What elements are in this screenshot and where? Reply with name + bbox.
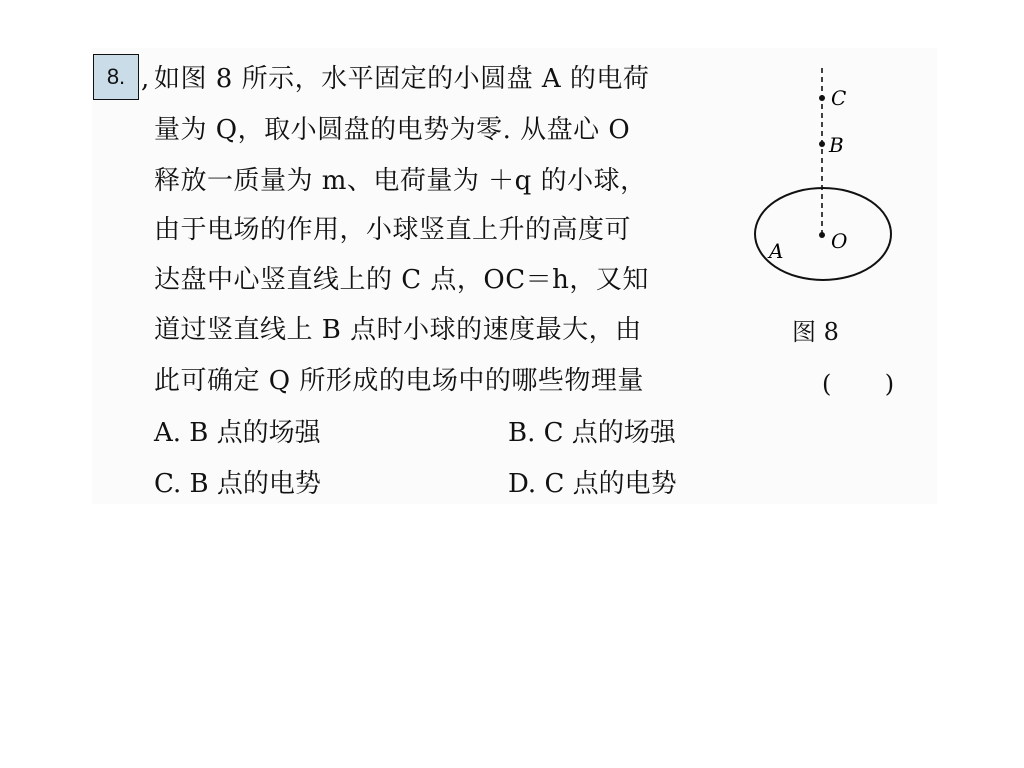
option-d: D. C 点的电势 xyxy=(508,469,677,499)
label-b: B xyxy=(829,133,844,157)
option-b: B. C 点的场强 xyxy=(508,418,676,448)
answer-blank: ( ) xyxy=(822,370,895,398)
question-line-6: 道过竖直线上 B 点时小球的速度最大，由 xyxy=(154,315,642,345)
question-line-1: 如图 8 所示，水平固定的小圆盘 A 的电荷 xyxy=(154,64,650,94)
option-a: A. B 点的场强 xyxy=(154,418,321,448)
figure-caption: 图 8 xyxy=(792,318,839,346)
point-b-dot xyxy=(819,141,825,147)
point-c-dot xyxy=(819,95,825,101)
question-line-2: 量为 Q，取小圆盘的电势为零. 从盘心 O xyxy=(154,115,631,145)
label-c: C xyxy=(831,86,847,110)
question-line-7: 此可确定 Q 所形成的电场中的哪些物理量 xyxy=(154,366,644,396)
question-line-5: 达盘中心竖直线上的 C 点，OC＝h，又知 xyxy=(154,265,649,295)
figure-8-diagram xyxy=(745,60,905,300)
question-number-badge: 8. xyxy=(93,54,139,100)
question-line-4: 由于电场的作用，小球竖直上升的高度可 xyxy=(154,215,632,245)
label-o: O xyxy=(831,229,848,253)
point-o-dot xyxy=(819,232,825,238)
option-c: C. B 点的电势 xyxy=(154,469,321,499)
label-a: A xyxy=(769,239,784,263)
question-lead-mark: , xyxy=(141,64,150,94)
question-line-3: 释放一质量为 m、电荷量为 ＋q 的小球， xyxy=(154,166,647,196)
